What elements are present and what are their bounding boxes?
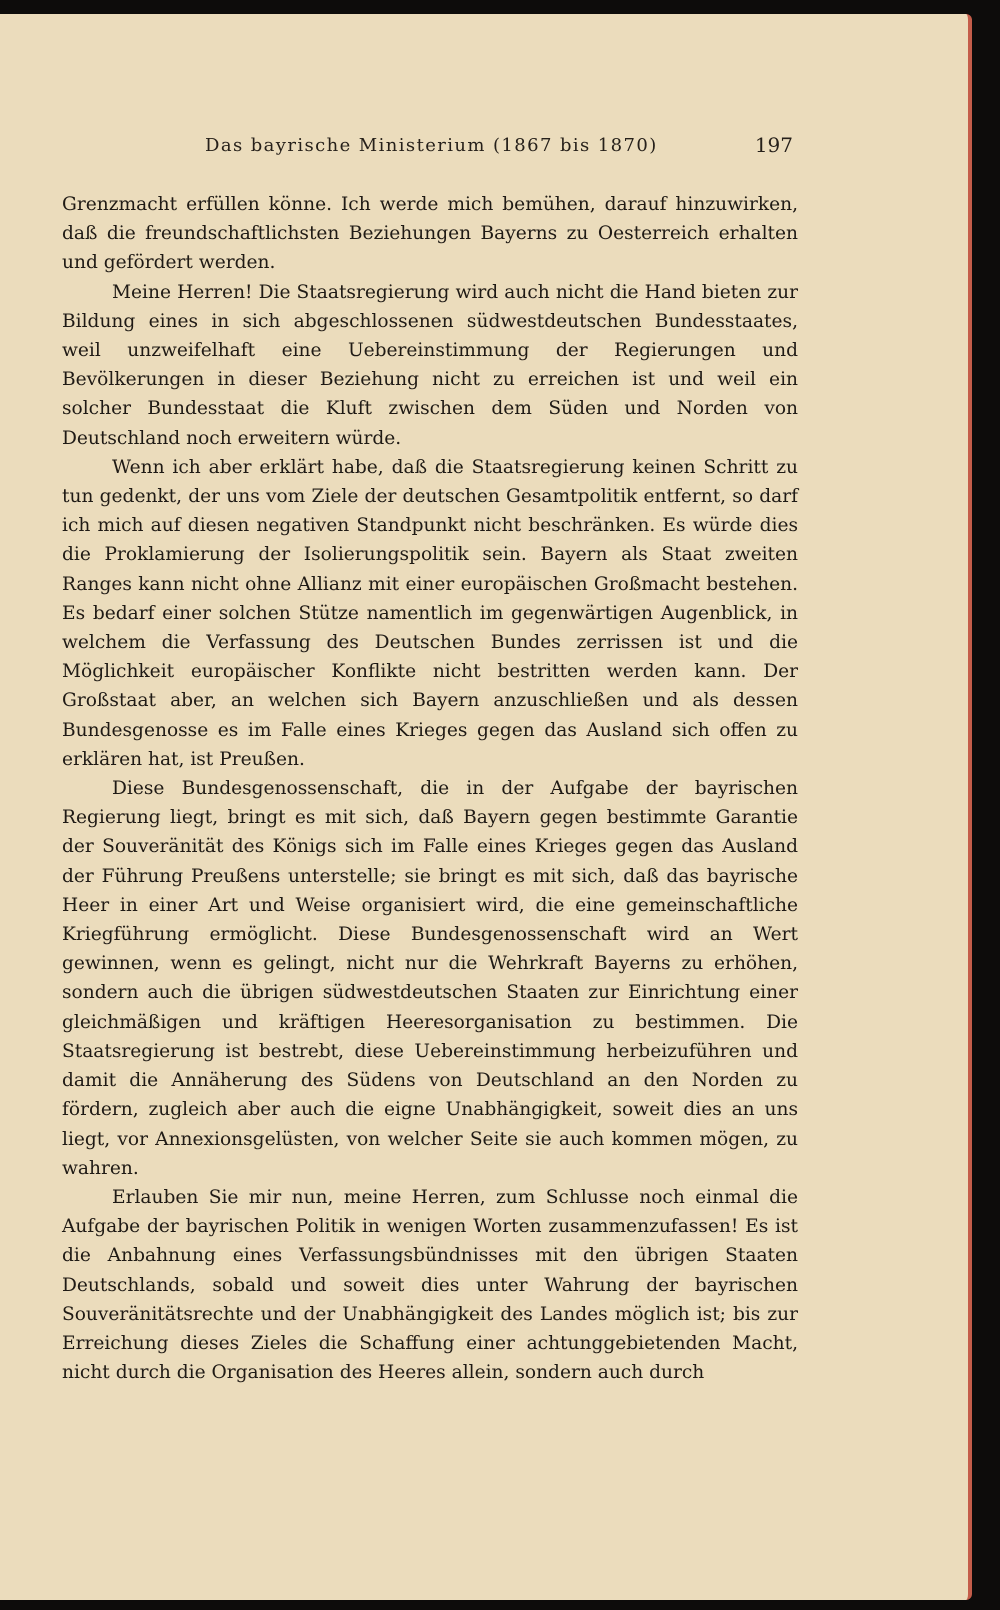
page-header <box>205 132 805 162</box>
body-text <box>62 190 798 1420</box>
paragraph-4: Diese Bundesgenossenschaft, die in der Aufgabe der bayrischen Regierung liegt, bringt es mit sich, daß Bayern gegen bestimmte Garantie der Souveränität des Königs sich im Falle eines Krieges gegen das Ausland der Führung Preußens unterstelle; sie bringt es mit sich, daß das bayrische Heer in einer Art und Weise organisiert wird, die eine gemeinschaftliche Kriegführung ermöglicht. Diese Bundesgenossenschaft wird an Wert gewinnen, wenn es gelingt, nicht nur die Wehrkraft Bayerns zu erhöhen, sondern auch die übrigen südwestdeutschen Staaten zur Einrichtung einer gleichmäßigen und kräftigen Heeresorganisation zu bestimmen. Die Staatsregierung ist bestrebt, diese Uebereinstimmung herbeizuführen und damit die Annäherung des Südens von Deutschland an den Norden zu fördern, zugleich aber auch die eigne Unabhängigkeit, soweit dies an uns liegt, vor Annexionsgelüsten, von welcher Seite sie auch kommen mögen, zu wahren. <box>62 778 798 1179</box>
page-number: 197 <box>754 133 793 157</box>
running-title: Das bayrische Ministerium (1867 bis 1870) <box>205 135 658 156</box>
paragraph-1: Grenzmacht erfüllen könne. Ich werde mich bemühen, darauf hinzuwirken, daß die freundschaftlichsten Beziehungen Bayerns zu Oesterreich erhalten und gefördert werden. <box>62 194 798 274</box>
paragraph-5: Erlauben Sie mir nun, meine Herren, zum Schlusse noch einmal die Aufgabe der bayrischen Politik in wenigen Worten zusammenzufassen! Es ist die Anbahnung eines Verfassungsbündnisses mit den übrigen Staaten Deutschlands, sobald und soweit dies unter Wahrung der bayrischen Souveränitätsrechte und der Unabhängigkeit des Landes möglich ist; bis zur Erreichung dieses Zieles die Schaffung einer achtunggebietenden Macht, nicht durch die Organisation des Heeres allein, sondern auch durch <box>62 1186 798 1384</box>
book-page <box>0 14 972 1600</box>
paragraph-3: Wenn ich aber erklärt habe, daß die Staatsregierung keinen Schritt zu tun gedenkt, der uns vom Ziele der deutschen Gesamtpolitik entfernt, so darf ich mich auf diesen negativen Standpunkt nicht beschränken. Es würde dies die Proklamierung der Isolierungspolitik sein. Bayern als Staat zweiten Ranges kann nicht ohne Allianz mit einer europäischen Großmacht bestehen. Es bedarf einer solchen Stütze namentlich im gegenwärtigen Augenblick, in welchem die Verfassung des Deutschen Bundes zerrissen ist und die Möglichkeit europäischer Konflikte nicht bestritten werden kann. Der Großstaat aber, an welchen sich Bayern anzuschließen und als dessen Bundesgenosse es im Falle eines Krieges gegen das Ausland sich offen zu erklären hat, ist Preußen. <box>62 456 798 770</box>
paragraph-2: Meine Herren! Die Staatsregierung wird auch nicht die Hand bieten zur Bildung eines in sich abgeschlossenen südwestdeutschen Bundesstaates, weil unzweifelhaft eine Uebereinstimmung der Regierungen und Bevölkerungen in dieser Beziehung nicht zu erreichen ist und weil ein solcher Bundesstaat die Kluft zwischen dem Süden und Norden von Deutschland noch erweitern würde. <box>62 281 798 449</box>
